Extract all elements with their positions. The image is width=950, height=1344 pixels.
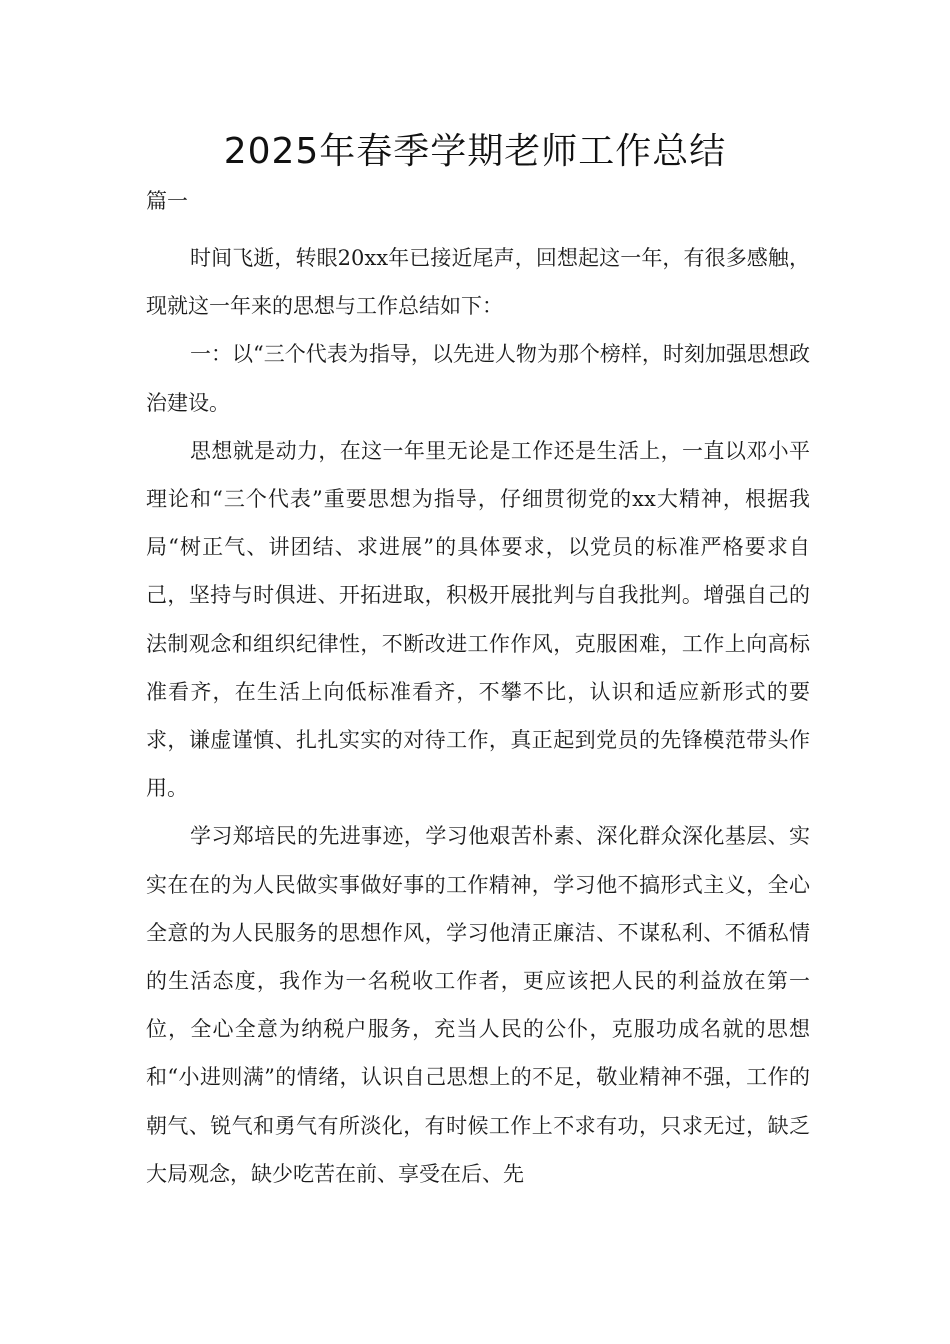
paragraph: 思想就是动力，在这一年里无论是工作还是生活上，一直以邓小平理论和“三个代表”重要思想为指导，仔细贯彻党的xx大精神，根据我局“树正气、讲团结、求进展”的具体要求，以党员的标准严格要求自己，坚持与时俱进、开拓进取，积极开展批判与自我批判。增强自己的法制观念和组织纪律性，不断改进工作作风，克服困难，工作上向高标准看齐，在生活上向低标准看齐，不攀不比，认识和适应新形式的要求，谦虚谨慎、扎扎实实的对待工作，真正起到党员的先锋模范带头作用。 [146,438,810,801]
paragraph: 学习郑培民的先进事迹，学习他艰苦朴素、深化群众深化基层、实实在在的为人民做实事做好事的工作精神，学习他不搞形式主义，全心全意的为人民服务的思想作风，学习他清正廉洁、不谋私利、不循私情的生活态度，我作为一名税收工作者，更应该把人民的利益放在第一位，全心全意为纳税户服务，充当人民的公仆，克服功成名就的思想和“小进则满”的情绪，认识自己思想上的不足，敬业精神不强，工作的朝气、锐气和勇气有所淡化，有时候工作上不求有功，只求无过，缺乏大局观念，缺少吃苦在前、享受在后、先 [146,824,810,1186]
document-body [146,234,810,1198]
paragraph: 一：以“三个代表为指导，以先进人物为那个榜样，时刻加强思想政治建设。 [146,342,810,415]
section-label: 篇一 [146,189,188,213]
paragraph: 时间飞逝，转眼20xx年已接近尾声，回想起这一年，有很多感触，现就这一年来的思想与工作总结如下： [146,246,810,319]
document-title: 2025年春季学期老师工作总结 [223,131,727,172]
